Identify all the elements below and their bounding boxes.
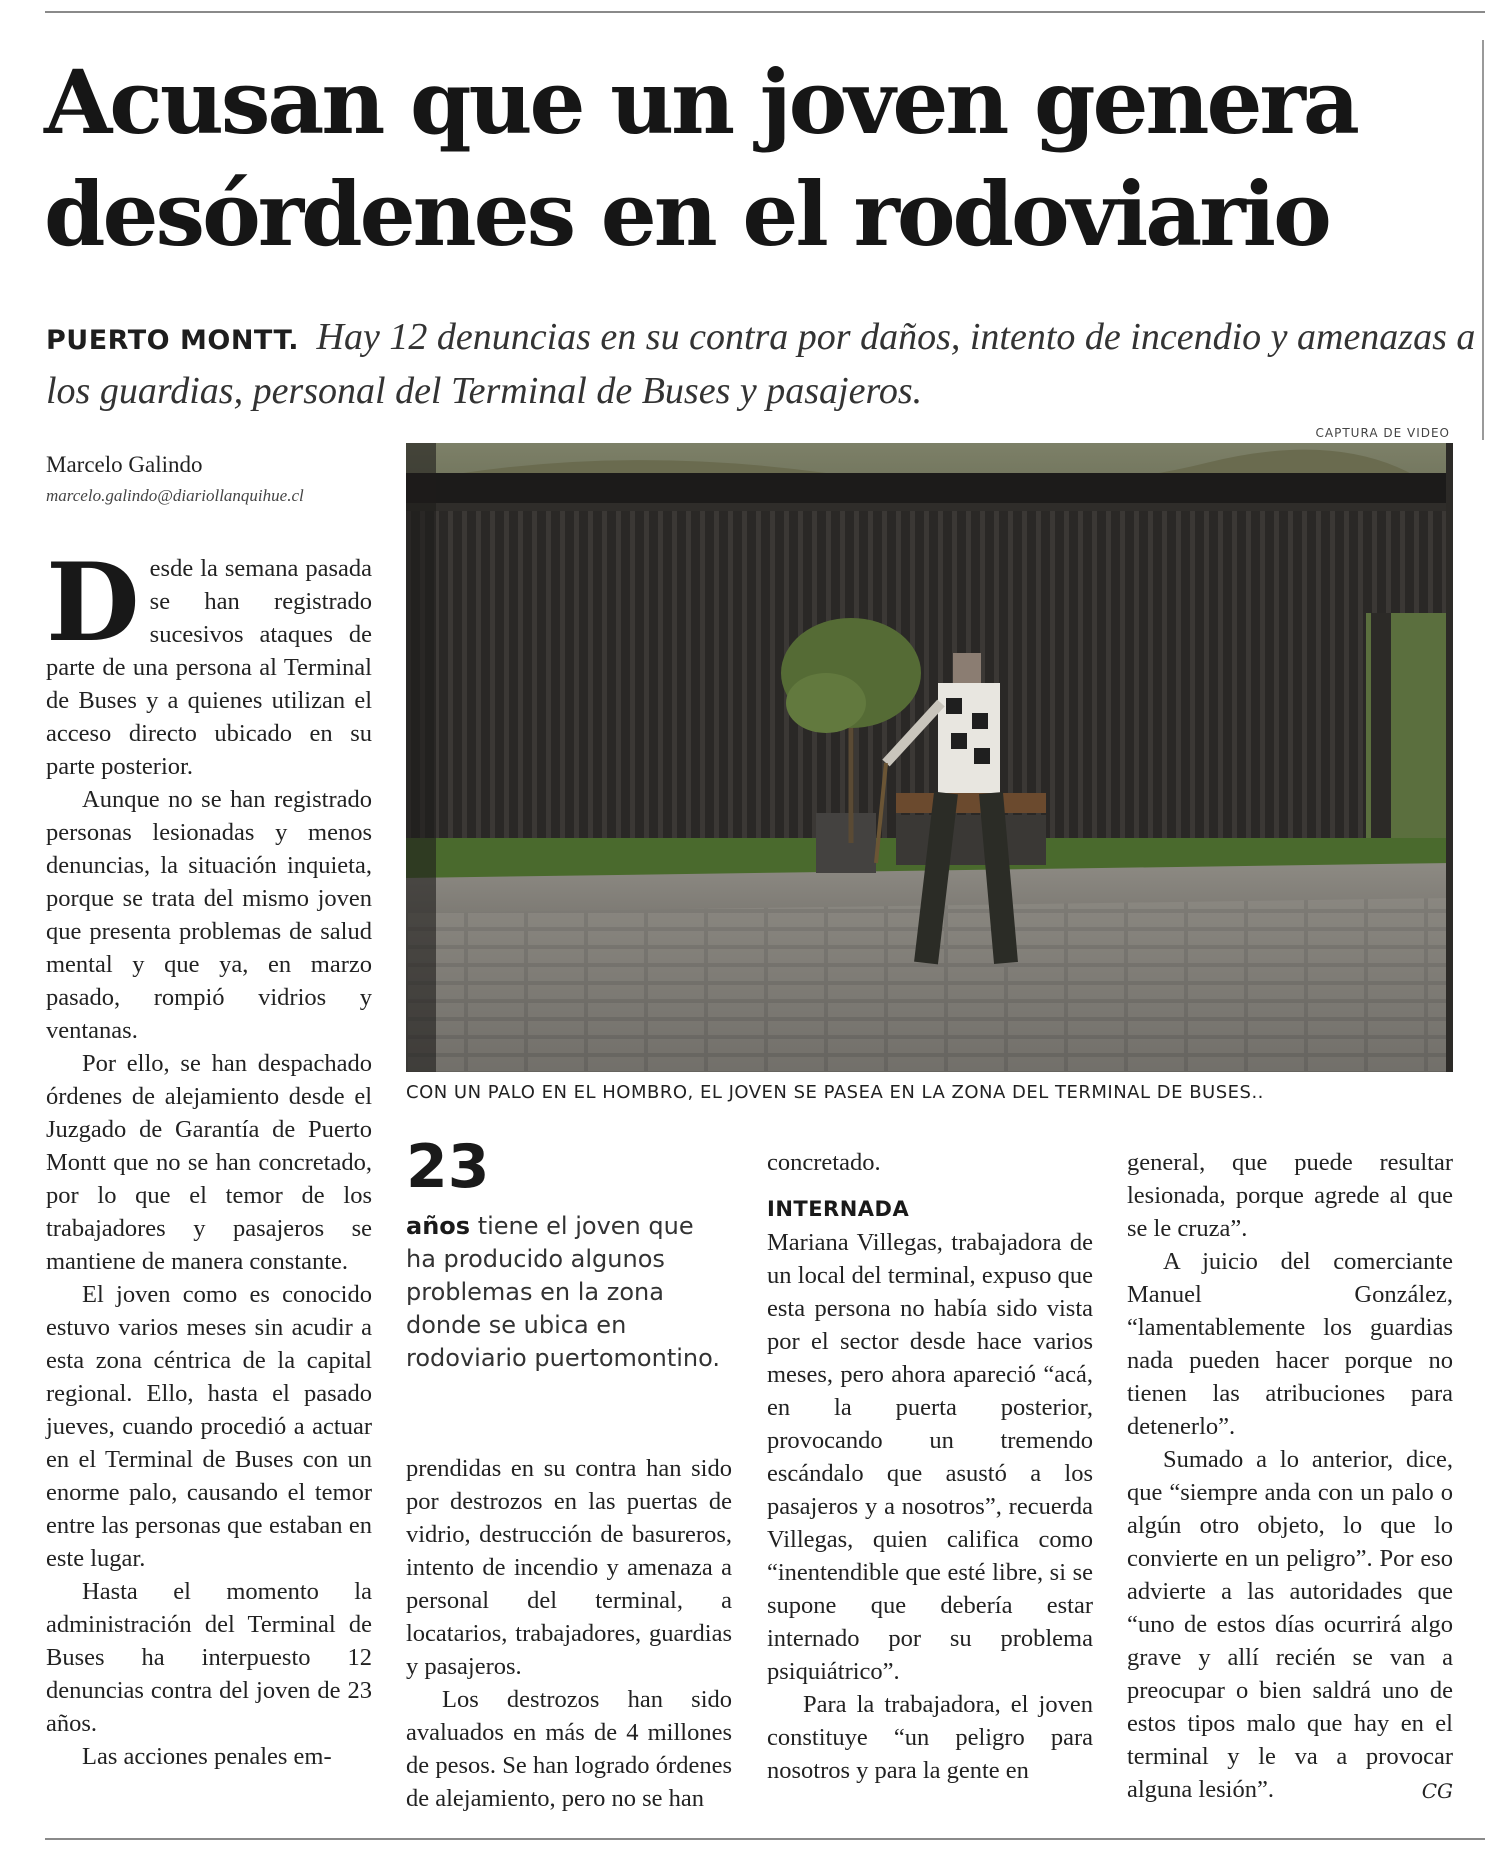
top-rule [45,11,1485,13]
stat-callout [406,1210,726,1375]
paragraph: Aunque no se han registrado personas lesionadas y menos denuncias, la situación inquieta, porque se trata del mismo joven que presenta problemas de salud mental y que ya, en marzo pasado, rompió vidrios y ventanas. [46,786,372,1044]
paragraph-text: esde la semana pasada se han registrado sucesivos ataques de parte de una persona al Terminal de Buses y a quienes utilizan el acceso directo ubicado en su parte posterior. [46,555,372,780]
author-email: marcelo.galindo@diariollanquihue.cl [46,486,304,505]
paragraph: Por ello, se han despachado órdenes de alejamiento desde el Juzgado de Garantía de Puerto Montt que no se han concretado, por lo que el temor de los trabajadores y pasajeros se mantiene de manera constante. [46,1050,372,1275]
paragraph: general, que puede resultar lesionada, porque agrede al que se le cruza”. [1127,1149,1453,1242]
section-subhead: INTERNADA [767,1197,910,1221]
paragraph: concretado. [767,1149,881,1176]
author-name: Marcelo Galindo [46,452,203,477]
paragraph [46,540,372,783]
paragraph-text: Sumado a lo anterior, dice, que “siempre anda con un palo o algún otro objeto, lo que lo convierte en un peligro”. Por eso advierte a las autoridades que “uno de estos días ocurrirá algo grave y allí recién se van a preocupar o bien saldrá uno de estos tipos malo que hay en el terminal y le va a provocar alguna lesión”. [1127,1446,1453,1803]
stat-number: 23 [406,1132,490,1202]
deck [46,312,1476,416]
paragraph: Los destrozos han sido avaluados en más de 4 millones de pesos. Se han logrado órdenes de alejamiento, pero no se han [406,1686,732,1812]
drop-cap: D [46,540,140,666]
column-4 [1127,1146,1453,1808]
paragraph: Mariana Villegas, trabajadora de un local del terminal, expuso que esta persona no había sido vista por el sector desde hace varios meses, pero ahora apareció “acá, en la puerta posterior, provocando un tremendo escándalo que asustó a los pasajeros y a nosotros”, recuerda Villegas, quien califica como “inentendible que esté libre, si se supone que debería estar internado por su problema psiquiátrico”. [767,1229,1093,1685]
stat-description: tiene el joven que ha producido algunos problemas en la zona donde se ubica en rodoviario puertomontino. [406,1212,720,1372]
paragraph: Para la trabajadora, el joven constituye “un peligro para nosotros y para la gente en [767,1691,1093,1784]
paragraph: A juicio del comerciante Manuel González, “lamentablemente los guardias nada pueden hacer porque no tienen las atribuciones para detenerlo”. [1127,1248,1453,1440]
column-1 [46,540,372,1773]
paragraph: prendidas en su contra han sido por destrozos en las puertas de vidrio, destrucción de basureros, intento de incendio y amenaza a personal del terminal, a locatarios, trabajadores, guardias y pasajeros. [406,1455,732,1680]
bottom-rule [45,1838,1485,1840]
paragraph: Las acciones penales em- [82,1743,332,1770]
headline: Acusan que un joven genera desórdenes en el rodoviario [44,50,1357,266]
dateline-location: PUERTO MONTT. [46,325,300,356]
photo-credit: CAPTURA DE VIDEO [1315,426,1450,440]
paragraph: El joven como es conocido estuvo varios meses sin acudir a esta zona céntrica de la capital regional. Ello, hasta el pasado jueves, cuando procedió a actuar en el Terminal de Buses con un enorme palo, causando el temor entre las personas que estaban en este lugar. [46,1281,372,1572]
side-rule [1482,40,1484,440]
stat-unit: años [406,1212,471,1240]
deck-text: Hay 12 denuncias en su contra por daños, intento de incendio y amenazas a los guardias, personal del Terminal de Buses y pasajeros. [46,316,1476,412]
column-2 [406,1452,732,1815]
paragraph: Hasta el momento la administración del Terminal de Buses ha interpuesto 12 denuncias contra del joven de 23 años. [46,1578,372,1737]
column-3 [767,1146,1093,1787]
photo-caption: CON UN PALO EN EL HOMBRO, EL JOVEN SE PASEA EN LA ZONA DEL TERMINAL DE BUSES.. [406,1082,1264,1103]
author-signoff: CG [1421,1779,1453,1803]
paragraph [1127,1443,1453,1806]
news-photo [406,443,1453,1072]
